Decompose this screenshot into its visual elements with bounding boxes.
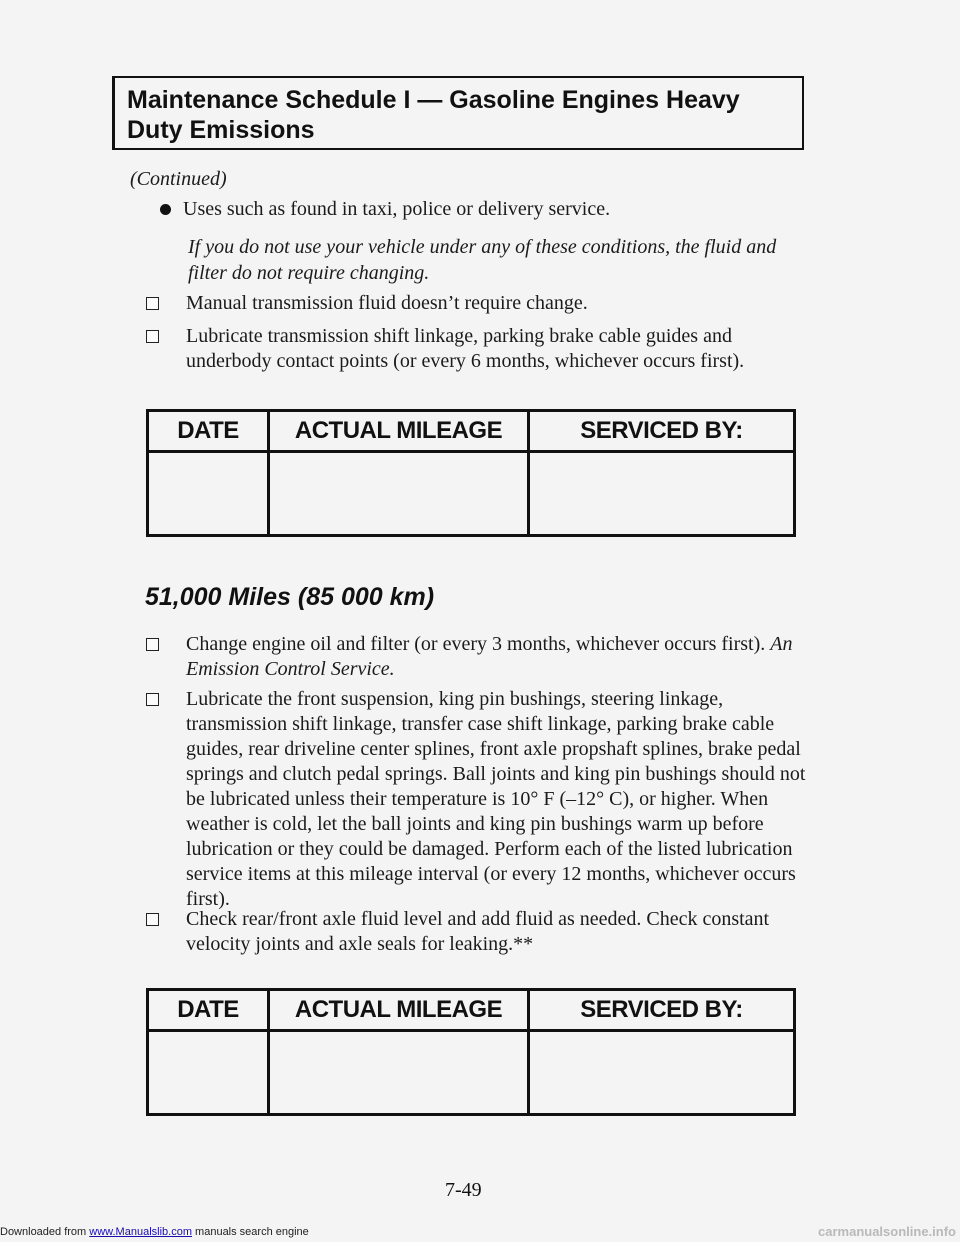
service-record-table — [146, 409, 796, 537]
serviced-by-column-header: SERVICED BY: — [580, 996, 743, 1023]
date-column-header: DATE — [149, 412, 270, 450]
bullet-item — [160, 198, 610, 221]
checklist-item — [146, 907, 806, 957]
manualslib-link[interactable]: www.Manualslib.com — [89, 1226, 192, 1238]
mileage-section-heading: 51,000 Miles (85 000 km) — [145, 583, 435, 611]
footer-suffix: manuals search engine — [195, 1226, 309, 1238]
bullet-text: Uses such as found in taxi, police or delivery service. — [183, 198, 611, 220]
checklist-item-text: Manual transmission fluid doesn’t require change. — [186, 292, 588, 314]
continued-label: (Continued) — [130, 168, 227, 190]
serviced-by-cell[interactable] — [530, 1032, 793, 1113]
service-table-row — [149, 453, 793, 534]
checklist-item — [146, 632, 806, 682]
checklist-item-text: Lubricate the front suspension, king pin bushings, steering linkage, transmission shift linkage, transfer case shift linkage, parking brake cable guides, rear driveline center splines, front axle propshaft splines, brake pedal springs and clutch pedal springs. Ball joints and king pin bushings should not be lubricated unless their temperature is 10° F (–12° C), or higher. When weather is cold, let the ball joints and king pin bushings warm up before lubrication or they could be damaged. Perform each of the listed lubrication service items at this mileage interval (or every 12 months, whichever occurs first). — [186, 688, 806, 910]
date-cell[interactable] — [149, 1032, 270, 1113]
watermark-text: carmanualsonline.info — [818, 1224, 956, 1239]
checklist-item-text: Change engine oil and filter (or every 3 months, whichever occurs first). An Emission Control Service. — [186, 633, 793, 680]
serviced-by-cell[interactable] — [530, 453, 793, 534]
checkbox-icon[interactable] — [146, 913, 159, 926]
checklist-item — [146, 291, 806, 316]
mileage-column-header: ACTUAL MILEAGE — [270, 412, 530, 450]
checkbox-icon[interactable] — [146, 638, 159, 651]
mileage-cell[interactable] — [270, 453, 530, 534]
bullet-icon — [160, 204, 171, 215]
conditions-note: If you do not use your vehicle under any of these conditions, the fluid and filter do not require changing. — [188, 236, 777, 284]
checkbox-icon[interactable] — [146, 297, 159, 310]
service-table-row — [149, 1032, 793, 1113]
checklist-item — [146, 324, 806, 374]
serviced-by-column-header: SERVICED BY: — [580, 417, 743, 444]
service-table-header — [149, 412, 793, 453]
mileage-column-header: ACTUAL MILEAGE — [270, 991, 530, 1029]
download-footer — [0, 1226, 309, 1238]
page-number: 7-49 — [445, 1179, 482, 1201]
footer-prefix: Downloaded from — [0, 1226, 87, 1238]
service-table-header — [149, 991, 793, 1032]
checklist-item-text: Lubricate transmission shift linkage, parking brake cable guides and underbody contact points (or every 6 months, whichever occurs first). — [186, 325, 745, 372]
checklist-item-text: Check rear/front axle fluid level and add fluid as needed. Check constant velocity joints and axle seals for leaking.** — [186, 908, 770, 955]
section-header-box — [112, 76, 804, 150]
checkbox-icon[interactable] — [146, 330, 159, 343]
date-column-header: DATE — [149, 991, 270, 1029]
page-title: Maintenance Schedule I — Gasoline Engines Heavy Duty Emissions — [127, 86, 740, 144]
checkbox-icon[interactable] — [146, 693, 159, 706]
checklist-item — [146, 687, 806, 912]
mileage-cell[interactable] — [270, 1032, 530, 1113]
date-cell[interactable] — [149, 453, 270, 534]
service-record-table — [146, 988, 796, 1116]
emission-service-note: An Emission Control Service. — [186, 633, 793, 680]
